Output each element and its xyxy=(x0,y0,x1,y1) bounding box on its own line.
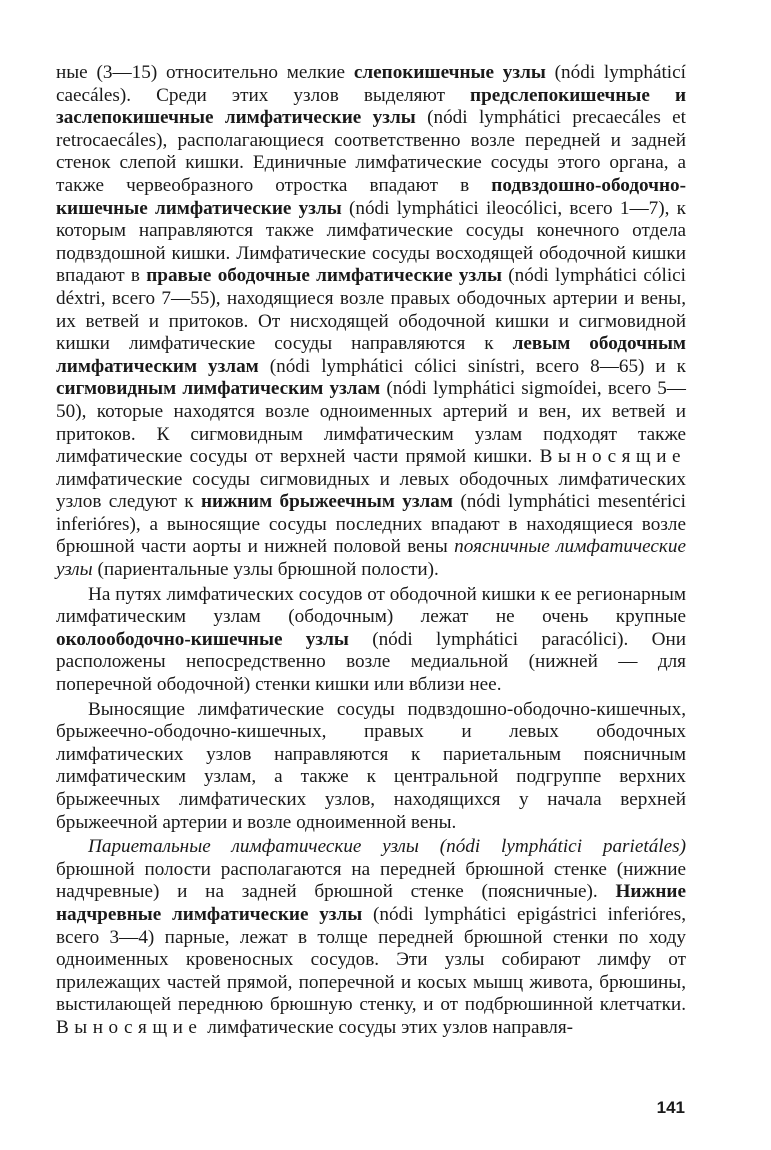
text-run: лимфатические сосуды этих узлов направля- xyxy=(202,1016,574,1038)
body-text xyxy=(56,62,686,1040)
paragraph-p4 xyxy=(56,836,686,1039)
bold-term: предслепокишечные и заслепокишечные лимфатические узлы xyxy=(56,84,687,129)
bold-term: околоободочно-кишечные узлы xyxy=(56,628,349,650)
text-run: (nódi lymphátici ileocólici, всего 1—7), к которым направляются также лимфатические сосуды конечного отдела подвздошной кишки. Лимфатические сосуды восходящей ободочной кишки впадают в xyxy=(56,197,686,287)
bold-term: Нижние надчревные лимфатические узлы xyxy=(56,881,686,925)
text-run: (nódi lymphátici paracólici). Они расположены непосредственно возле медиальной (нижней — для поперечной ободочной) стенки кишки или вблизи нее. xyxy=(56,628,687,696)
text-run: (париентальные узлы брюшной полости). xyxy=(92,559,439,581)
italic-term: Париетальные лимфатические узлы (nódi lymphátici parietáles) xyxy=(88,836,686,858)
paragraph-p1 xyxy=(56,62,686,582)
text-run: брюшной полости располагаются на передней брюшной стенке (нижние надчревные) и на задней брюшной стенке (поясничные). xyxy=(56,858,686,903)
bold-term: правые ободочные лимфатические узлы xyxy=(146,265,502,287)
text-run: ные (3—15) относительно мелкие xyxy=(56,62,354,83)
paragraph-p3 xyxy=(56,699,686,835)
text-run: (nódi lympháticí caecáles). Среди этих узлов выделяют xyxy=(56,62,686,106)
text-run: На путях лимфатических сосудов от ободочной кишки к ее регионарным лимфатическим узлам (ободочным) лежат не очень крупные xyxy=(56,583,686,628)
text-run: (nódi lymphátici precaecáles et retrocaecáles), располагающиеся соответственно возле передней и задней стенок слепой кишки. Единичные лимфатические сосуды этого органа, а также червеобразного отростка впадают в xyxy=(56,107,686,196)
text-run: (nódi lymphátici mesentérici inferióres), а выносящие сосуды последних впадают в находящиеся возле брюшной части аорты и нижней половой вены xyxy=(56,491,687,558)
spaced-term: Выносящие xyxy=(56,1016,203,1038)
bold-term: подвздошно-ободочно-кишечные лимфатические узлы xyxy=(56,174,686,219)
spaced-term: Выносящие xyxy=(539,446,686,468)
bold-term: сигмовидным лимфатическим узлам xyxy=(56,378,381,400)
paragraph-p2 xyxy=(56,584,686,697)
text-run: (nódi lymphátici sigmoídei, всего 5—50), которые находятся возле одноименных артерий и вен, их ветвей и притоков. К сигмовидным лимфатическим узлам подходят также лимфатические сосуды от верхней части прямой кишки. xyxy=(56,378,686,468)
text-run: (nódi lymphátici cólici déxtri, всего 7—55), находящиеся возле правых ободочных артерии и вены, их ветвей и притоков. От нисходящей ободочной кишки и сигмовидной кишки лимфатические сосуды направляются к xyxy=(56,265,687,355)
page-number: 141 xyxy=(656,1098,685,1117)
bold-term: слепокишечные узлы xyxy=(353,62,546,83)
text-run: лимфатические сосуды сигмовидных и левых ободочных лимфатических узлов следуют к xyxy=(56,468,686,513)
text-run: (nódi lymphátici epigástrici inferióres, всего 3—4) парные, лежат в толще передней брюшной стенки по ходу одноименных кровеносных сосудов. Эти узлы собирают лимфу от прилежащих частей прямой, поперечной и косых мышц живота, брюшины, выстилающей переднюю брюшную стенку, и от подбрюшинной клетчатки. xyxy=(56,903,686,1016)
bold-term: нижним брыжеечным узлам xyxy=(200,491,453,513)
text-run: (nódi lymphátici cólici sinístri, всего 8—65) и к xyxy=(258,355,686,377)
text-run: Выносящие лимфатические сосуды подвздошно-ободочно-кишечных, брыжеечно-ободочно-кишечных, правых и левых ободочных лимфатических узлов направляются к париетальным поясничным лимфатическим узлам, а также к центральной подгруппе верхних брыжеечных лимфатических узлов, находящихся у начала верхней брыжеечной артерии и возле одноименной вены. xyxy=(56,698,686,833)
bold-term: левым ободочным лимфатическим узлам xyxy=(56,333,686,377)
italic-term: поясничные лимфатические узлы xyxy=(56,536,687,581)
